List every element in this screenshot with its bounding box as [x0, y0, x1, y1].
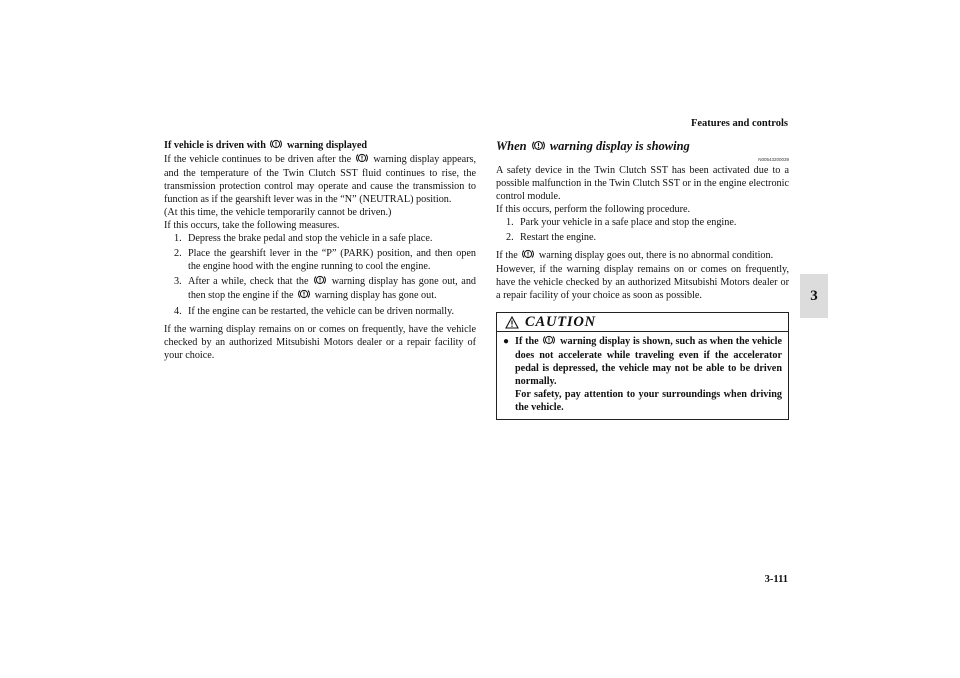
- right-paragraph-2: If this occurs, perform the following procedure.: [496, 204, 691, 215]
- caution-text-c: For safety, pay attention to your surroundings when driving the vehicle.: [515, 389, 782, 413]
- left-p1-a: If the vehicle continues to be driven after the: [164, 154, 352, 165]
- step-text: Restart the engine.: [520, 232, 597, 243]
- transmission-warning-icon: [532, 140, 545, 155]
- right-paragraph-4: However, if the warning display remains on or comes on frequently, have the vehicle checked by an authorized Mitsubishi Motors dealer or a repair facility of your choice as soon as possible.: [496, 264, 789, 301]
- chapter-number: 3: [810, 287, 818, 304]
- document-code: N00543200039: [758, 157, 789, 162]
- step-number: 2.: [506, 232, 514, 243]
- caution-text-a: If the: [515, 336, 539, 347]
- left-paragraph-1: [164, 153, 476, 206]
- caution-label: CAUTION: [525, 313, 596, 330]
- transmission-warning-icon: [314, 275, 326, 289]
- caution-box: [496, 312, 789, 420]
- section-title-pre: When: [496, 139, 527, 153]
- step-text: Place the gearshift lever in the “P” (PARK) position, and then open the engine hood with the engine running to cool the engine.: [188, 248, 476, 272]
- step3-c: warning display has gone out.: [314, 290, 437, 301]
- step-number: 3.: [174, 276, 182, 287]
- left-paragraph-2: (At this time, the vehicle temporarily cannot be driven.): [164, 207, 392, 218]
- section-title-post: warning display is showing: [549, 139, 690, 153]
- caution-triangle-icon: [505, 316, 519, 329]
- section-title: [496, 139, 789, 155]
- caution-text: [515, 335, 782, 414]
- left-paragraph-3: If this occurs, take the following measures.: [164, 220, 340, 231]
- transmission-warning-icon: [522, 249, 534, 263]
- left-step-1: [174, 232, 476, 245]
- left-heading-post: warning displayed: [286, 140, 368, 151]
- left-step-4: [174, 305, 476, 318]
- left-heading: [164, 139, 476, 153]
- step-number: 1.: [506, 217, 514, 228]
- step3-b: warning display has gone out, and then stop the engine if the: [188, 276, 477, 301]
- left-paragraph-4: If the warning display remains on or comes on frequently, have the vehicle checked by an authorized Mitsubishi Motors dealer or a repair facility of your choice.: [164, 324, 476, 361]
- left-step-2: [174, 247, 476, 273]
- caution-body: [497, 332, 788, 419]
- right-paragraph-1: A safety device in the Twin Clutch SST has been activated due to a possible malfunction in the Twin Clutch SST or in the engine electronic control module.: [496, 165, 789, 202]
- right-step-1: [506, 216, 789, 229]
- caution-bullet: ●: [503, 336, 510, 347]
- right-paragraph-3: [496, 249, 789, 263]
- right-p3-b: warning display goes out, there is no abnormal condition.: [538, 250, 774, 261]
- step-text: Park your vehicle in a safe place and stop the engine.: [520, 217, 737, 228]
- right-step-2: [506, 231, 789, 244]
- step-text: Depress the brake pedal and stop the vehicle in a safe place.: [188, 233, 433, 244]
- right-p3-a: If the: [496, 250, 518, 261]
- page-header: Features and controls: [690, 118, 788, 129]
- caution-header: [497, 313, 788, 331]
- left-heading-pre: If vehicle is driven with: [164, 140, 266, 151]
- chapter-tab: [800, 274, 828, 318]
- step-number: 1.: [174, 233, 182, 244]
- step3-a: After a while, check that the: [188, 276, 309, 287]
- step-number: 4.: [174, 306, 182, 317]
- step-number: 2.: [174, 248, 182, 259]
- transmission-warning-icon: [356, 153, 368, 167]
- left-p1-b: warning display appears, and the temperature of the Twin Clutch SST fluid continues to rise, the transmission protection control may operate and cause the transmission to function as if the gearshift lever was in the “N” (NEUTRAL) position.: [164, 154, 477, 205]
- left-step-3: [174, 275, 476, 303]
- transmission-warning-icon: [543, 335, 555, 349]
- right-column: [496, 139, 789, 420]
- transmission-warning-icon: [270, 139, 282, 153]
- page-number: 3-111: [764, 574, 788, 585]
- transmission-warning-icon: [298, 289, 310, 303]
- caution-text-b: warning display is shown, such as when the vehicle does not accelerate while traveling even if the accelerator pedal is depressed, the vehicle may not be able to be driven normally.: [515, 336, 783, 387]
- step-text: [188, 275, 476, 303]
- left-column: [164, 139, 476, 362]
- step-text: If the engine can be restarted, the vehicle can be driven normally.: [188, 306, 455, 317]
